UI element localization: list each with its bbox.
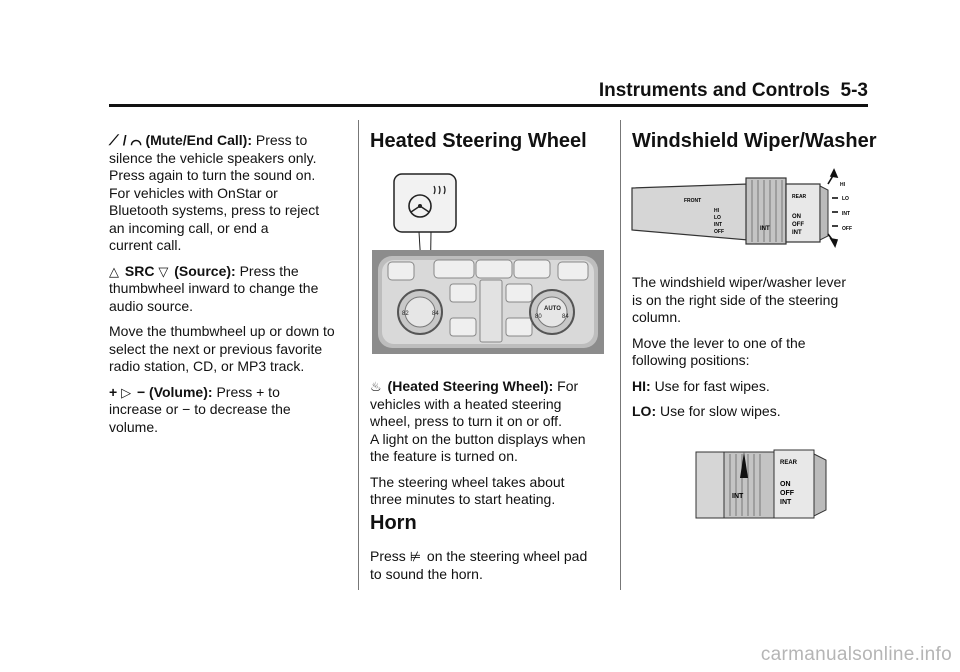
horn-pre: Press	[370, 548, 406, 564]
lever-rear: REAR	[792, 194, 807, 200]
page-number: 5-3	[840, 80, 868, 101]
volume-line: volume.	[109, 418, 159, 435]
right-knob-label-a: 80	[535, 314, 542, 320]
hsw-line: the feature is turned on.	[370, 448, 518, 464]
thumbwheel-paragraph	[109, 323, 354, 376]
source-line: thumbwheel inward to change the	[109, 280, 319, 296]
mute-line: Bluetooth systems, press to reject	[109, 202, 320, 218]
wiper-lever-figure	[628, 168, 868, 252]
climate-control-figure	[372, 172, 608, 354]
time-line: The steering wheel takes about	[370, 473, 565, 490]
lever-off: OFF	[714, 229, 724, 235]
horn-line2: to sound the horn.	[370, 565, 483, 582]
wiper-lever-closeup-figure	[694, 448, 830, 520]
watermark: carmanualsonline.info	[760, 644, 952, 665]
volume-icon: ▷	[121, 384, 132, 400]
mute-line: current call.	[109, 237, 182, 253]
hsw-line: A light on the button displays when	[370, 430, 586, 447]
volume-term: − (Volume):	[136, 383, 213, 400]
section-title: Instruments and Controls	[598, 80, 830, 101]
wiper-heading: Windshield Wiper/Washer	[632, 130, 877, 152]
lever-on: ON	[792, 214, 801, 220]
callout-box	[394, 174, 456, 232]
horn-post: on the steering wheel pad	[426, 548, 588, 564]
mute-term: (Mute/End Call):	[145, 132, 252, 148]
volume-plus: +	[109, 383, 118, 400]
right-knob-auto: AUTO	[544, 306, 561, 312]
volume-paragraph	[109, 384, 354, 437]
intro-line: column.	[632, 309, 682, 325]
lever-int2: INT	[792, 230, 802, 236]
mute-paragraph	[109, 132, 354, 255]
lo-text: Use for slow wipes.	[660, 403, 781, 419]
right-knob-label-b: 84	[562, 314, 569, 320]
source-term: (Source):	[174, 262, 236, 279]
heating-time-paragraph	[370, 474, 615, 509]
hsw-line: wheel, press to turn it on or off.	[370, 413, 562, 429]
closeup-int: INT	[732, 493, 744, 500]
horn-icon: ⊭	[409, 549, 422, 564]
hi-text: Use for fast wipes.	[654, 377, 770, 394]
pos-off: OFF	[842, 226, 852, 232]
middle-column	[370, 378, 615, 517]
lo-paragraph	[632, 403, 872, 421]
pos-hi: HI	[840, 182, 845, 188]
pos-lo: LO	[842, 196, 849, 202]
volume-rest: Press + to	[216, 383, 280, 400]
volume-line: increase or − to decrease the	[109, 401, 291, 417]
column-divider-1	[358, 120, 359, 590]
intro-line: The windshield wiper/washer lever	[632, 274, 846, 290]
hsw-line: vehicles with a heated steering	[370, 395, 562, 412]
lever-lo: LO	[714, 215, 721, 221]
hi-paragraph	[632, 378, 872, 396]
lever-int: INT	[714, 222, 723, 228]
thumb-line: select the next or previous favorite	[109, 340, 323, 357]
hsw-paragraph	[370, 378, 615, 466]
horn-text	[370, 548, 615, 583]
hsw-term: (Heated Steering Wheel):	[387, 378, 554, 394]
left-column	[109, 132, 354, 444]
mute-line: Press again to turn the sound on.	[109, 167, 316, 183]
hi-term: HI:	[632, 377, 651, 394]
src-label: SRC	[124, 262, 155, 279]
heated-steering-heading: Heated Steering Wheel	[370, 130, 587, 152]
intro-line: is on the right side of the steering	[632, 291, 839, 308]
left-knob-label-b: 82	[402, 311, 409, 317]
closeup-on: ON	[780, 481, 791, 488]
lo-term: LO:	[632, 403, 657, 419]
hsw-rest: For	[557, 378, 579, 394]
pos-int: INT	[842, 211, 851, 217]
left-knob-label-a: 84	[432, 311, 439, 317]
thumb-line: Move the thumbwheel up or down to	[109, 323, 335, 339]
mute-rest: Press to	[255, 132, 308, 148]
source-rest: Press the	[239, 262, 299, 279]
mute-line: For vehicles with OnStar or	[109, 184, 278, 201]
source-down-icon: ▽	[158, 263, 169, 279]
closeup-rear: REAR	[780, 460, 798, 466]
lever-off2: OFF	[792, 222, 804, 228]
move-line: Move the lever to one of the	[632, 334, 806, 351]
wiper-intro	[632, 274, 872, 327]
source-line: audio source.	[109, 297, 194, 314]
right-column	[632, 274, 872, 429]
mute-glyphs: ⟋ / ⌒	[109, 132, 142, 148]
heated-steering-wheel-icon: ♨	[370, 379, 382, 394]
lever-hi: HI	[714, 208, 719, 214]
horn-heading: Horn	[370, 512, 417, 534]
header-rule	[109, 104, 868, 107]
source-paragraph	[109, 263, 354, 316]
lever-int-large: INT	[760, 226, 770, 232]
source-up-icon: △	[109, 263, 119, 279]
front-label: FRONT	[684, 198, 702, 204]
move-line: following positions:	[632, 352, 750, 368]
column-divider-2	[620, 120, 621, 590]
thumb-line: radio station, CD, or MP3 track.	[109, 358, 305, 374]
mute-line: silence the vehicle speakers only.	[109, 149, 317, 166]
time-line: three minutes to start heating.	[370, 491, 556, 507]
mute-line: an incoming call, or end a	[109, 219, 269, 236]
closeup-off: OFF	[780, 490, 794, 497]
wiper-move	[632, 335, 872, 370]
closeup-int2: INT	[780, 499, 792, 506]
